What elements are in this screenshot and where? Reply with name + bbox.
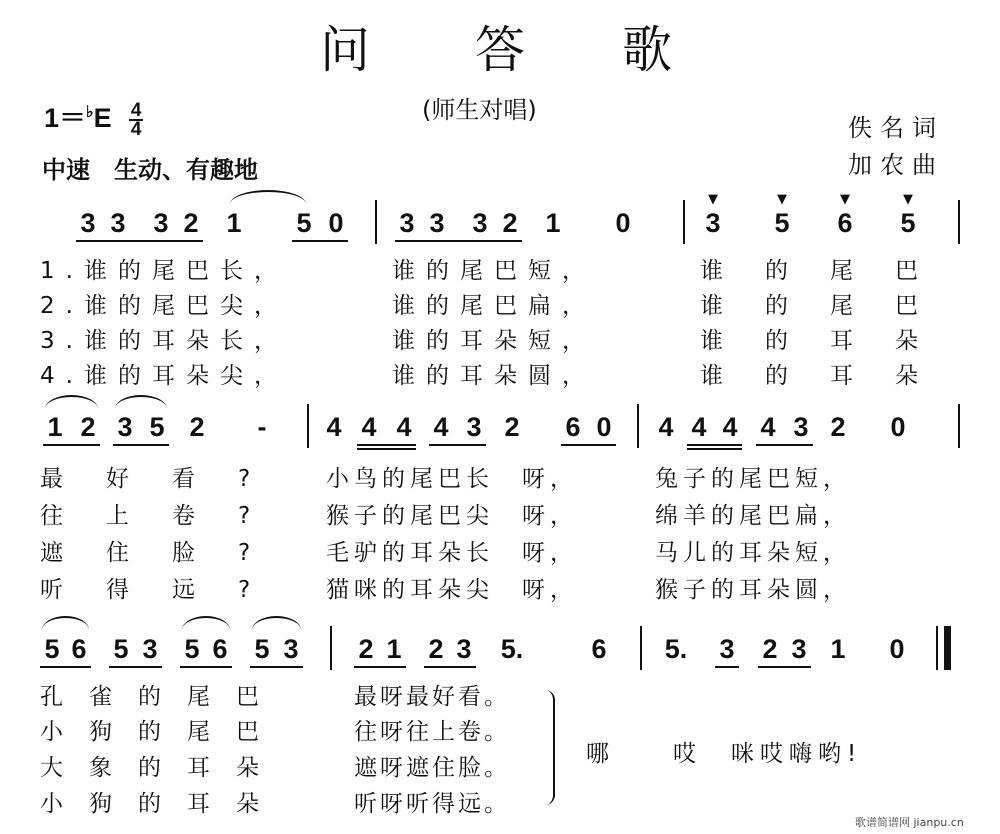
tie-slur xyxy=(45,395,98,409)
underline xyxy=(43,444,100,446)
lyric-v4-e: 猫咪的耳朵尖 呀， xyxy=(326,577,578,603)
lyric-v1-b: 谁的尾巴短， xyxy=(392,258,596,284)
composer-credit: 加农曲 xyxy=(848,151,944,179)
lyric-v2-b: 谁的尾巴扁， xyxy=(392,293,596,319)
note: 3 xyxy=(793,412,809,442)
lyric-v4-f: 猴子的耳朵圆， xyxy=(655,577,851,603)
lyric-v4-h: 听呀听得远。 xyxy=(354,791,510,817)
underline xyxy=(180,666,232,668)
note: 6 xyxy=(71,634,87,664)
title-char-1: 问 xyxy=(320,21,370,79)
lyric-v1-d: 最好看? xyxy=(40,466,294,492)
note: 2 xyxy=(504,412,520,442)
underline xyxy=(561,444,616,446)
tempo-marking: 中速 生动、有趣地 xyxy=(42,156,258,184)
underline xyxy=(357,448,416,450)
lyric-v2-h: 往呀往上卷。 xyxy=(354,719,510,745)
accent-mark: ▼ xyxy=(903,192,913,207)
note: 0 xyxy=(889,634,905,664)
note: 3 xyxy=(142,634,158,664)
key-prefix: 1＝ xyxy=(44,103,87,133)
title-char-2: 答 xyxy=(475,21,525,79)
flat-sign: ♭ xyxy=(86,104,94,121)
note: 4 xyxy=(396,412,412,442)
note: 2 xyxy=(762,634,778,664)
song-title xyxy=(300,10,700,79)
underline xyxy=(76,240,203,242)
barline xyxy=(958,404,960,448)
note: 0 xyxy=(328,208,344,238)
lyric-v3-c: 谁的耳朵 xyxy=(700,328,960,354)
barline xyxy=(640,626,642,670)
note: 3 xyxy=(80,208,96,238)
note: 5 xyxy=(149,412,165,442)
lyric-v4-d: 听得远? xyxy=(40,577,294,603)
underline xyxy=(357,444,416,446)
underline xyxy=(429,444,486,446)
tie-slur xyxy=(230,190,306,204)
underline xyxy=(756,444,813,446)
lyric-v3-e: 毛驴的耳朵长 呀， xyxy=(326,540,578,566)
note: 6 xyxy=(591,634,607,664)
note: 6 xyxy=(565,412,581,442)
barline xyxy=(330,626,332,670)
note: 4 xyxy=(722,412,738,442)
note: 0 xyxy=(615,208,631,238)
underline xyxy=(715,666,739,668)
underline xyxy=(250,666,303,668)
lyric-v2-f: 绵羊的尾巴扁， xyxy=(655,503,851,529)
note: 3 xyxy=(456,634,472,664)
tie-slur xyxy=(252,616,301,630)
lyric-v2-d: 往上卷? xyxy=(40,503,294,529)
note: 3 xyxy=(429,208,445,238)
note: 5 xyxy=(900,208,916,238)
note: 3 xyxy=(705,208,721,238)
note: 3 xyxy=(472,208,488,238)
accent-mark: ▼ xyxy=(708,192,718,207)
note: 3 xyxy=(466,412,482,442)
underline xyxy=(758,666,811,668)
lyric-v3-a: 3.谁的耳朵长， xyxy=(40,328,288,354)
note: 5. xyxy=(500,634,524,664)
note: 1 xyxy=(386,634,402,664)
barline xyxy=(958,200,960,244)
note: 3 xyxy=(117,412,133,442)
note: 3 xyxy=(283,634,299,664)
underline xyxy=(687,444,742,446)
note: 4 xyxy=(326,412,342,442)
note: 4 xyxy=(433,412,449,442)
lyric-v1-g: 孔雀的尾巴 xyxy=(40,684,285,710)
note: 3 xyxy=(110,208,126,238)
underline xyxy=(109,666,162,668)
lyric-v4-b: 谁的耳朵圆， xyxy=(392,363,596,389)
note: 1 xyxy=(226,208,242,238)
accent-mark: ▼ xyxy=(777,192,787,207)
barline xyxy=(637,404,639,448)
watermark: 歌谱简谱网 jianpu.cn xyxy=(855,816,964,829)
time-signature xyxy=(129,99,143,140)
tie-slur xyxy=(115,395,167,409)
key-signature xyxy=(44,96,143,138)
time-sig-top: 4 xyxy=(130,99,142,121)
subtitle: (师生对唱) xyxy=(422,96,537,124)
note: 5 xyxy=(296,208,312,238)
barline xyxy=(307,404,309,448)
title-char-3: 歌 xyxy=(622,21,672,79)
note: 5 xyxy=(44,634,60,664)
tie-slur xyxy=(182,616,230,630)
barline xyxy=(375,200,377,244)
lyric-v3-g: 大象的耳朵 xyxy=(40,755,285,781)
note: 2 xyxy=(830,412,846,442)
key-note: E xyxy=(93,103,112,133)
note: 4 xyxy=(361,412,377,442)
note: 3 xyxy=(399,208,415,238)
note: 2 xyxy=(358,634,374,664)
note: 3 xyxy=(791,634,807,664)
verse-brace xyxy=(545,690,555,805)
note: 2 xyxy=(80,412,96,442)
barline xyxy=(683,200,685,244)
note: 5. xyxy=(664,634,688,664)
lyric-v2-c: 谁的尾巴 xyxy=(700,293,960,319)
lyric-v1-c: 谁的尾巴 xyxy=(700,258,960,284)
lyric-v1-e: 小鸟的尾巴长 呀， xyxy=(326,466,578,492)
note: 2 xyxy=(428,634,444,664)
note: 2 xyxy=(183,208,199,238)
underline xyxy=(395,240,522,242)
note: 5 xyxy=(774,208,790,238)
lyric-v2-e: 猴子的尾巴尖 呀， xyxy=(326,503,578,529)
note: 1 xyxy=(545,208,561,238)
note: 5 xyxy=(184,634,200,664)
tie-slur xyxy=(42,616,89,630)
lyric-v1-a: 1.谁的尾巴长， xyxy=(40,258,288,284)
refrain-lyric: 哪 哎 咪哎嗨哟! xyxy=(586,741,863,767)
note: 3 xyxy=(719,634,735,664)
underline xyxy=(354,666,406,668)
lyric-v2-a: 2.谁的尾巴尖， xyxy=(40,293,288,319)
lyric-v4-g: 小狗的耳朵 xyxy=(40,791,285,817)
final-barline-thin xyxy=(936,626,938,670)
note: 2 xyxy=(189,412,205,442)
note: 4 xyxy=(760,412,776,442)
lyric-v4-a: 4.谁的耳朵尖， xyxy=(40,363,288,389)
lyric-v3-b: 谁的耳朵短， xyxy=(392,328,596,354)
accent-mark: ▼ xyxy=(840,192,850,207)
note: 6 xyxy=(212,634,228,664)
lyric-v3-h: 遮呀遮住脸。 xyxy=(354,755,510,781)
note: 6 xyxy=(837,208,853,238)
time-sig-bottom: 4 xyxy=(130,118,142,140)
note: 4 xyxy=(658,412,674,442)
lyric-v1-f: 兔子的尾巴短， xyxy=(655,466,851,492)
note: 1 xyxy=(830,634,846,664)
note: 1 xyxy=(47,412,63,442)
lyric-v2-g: 小狗的尾巴 xyxy=(40,719,285,745)
underline xyxy=(687,448,742,450)
underline xyxy=(292,240,348,242)
underline xyxy=(424,666,476,668)
lyric-v3-f: 马儿的耳朵短， xyxy=(655,540,851,566)
note: 4 xyxy=(691,412,707,442)
note: - xyxy=(257,412,267,442)
note: 0 xyxy=(596,412,612,442)
underline xyxy=(113,444,169,446)
note: 5 xyxy=(113,634,129,664)
note: 3 xyxy=(153,208,169,238)
lyric-v1-h: 最呀最好看。 xyxy=(354,684,510,710)
note: 5 xyxy=(254,634,270,664)
lyricist-credit: 佚名词 xyxy=(848,114,944,142)
underline xyxy=(40,666,91,668)
lyric-v4-c: 谁的耳朵 xyxy=(700,363,960,389)
final-barline-thick xyxy=(944,626,951,670)
note: 0 xyxy=(890,412,906,442)
note: 2 xyxy=(502,208,518,238)
lyric-v3-d: 遮住脸? xyxy=(40,540,294,566)
